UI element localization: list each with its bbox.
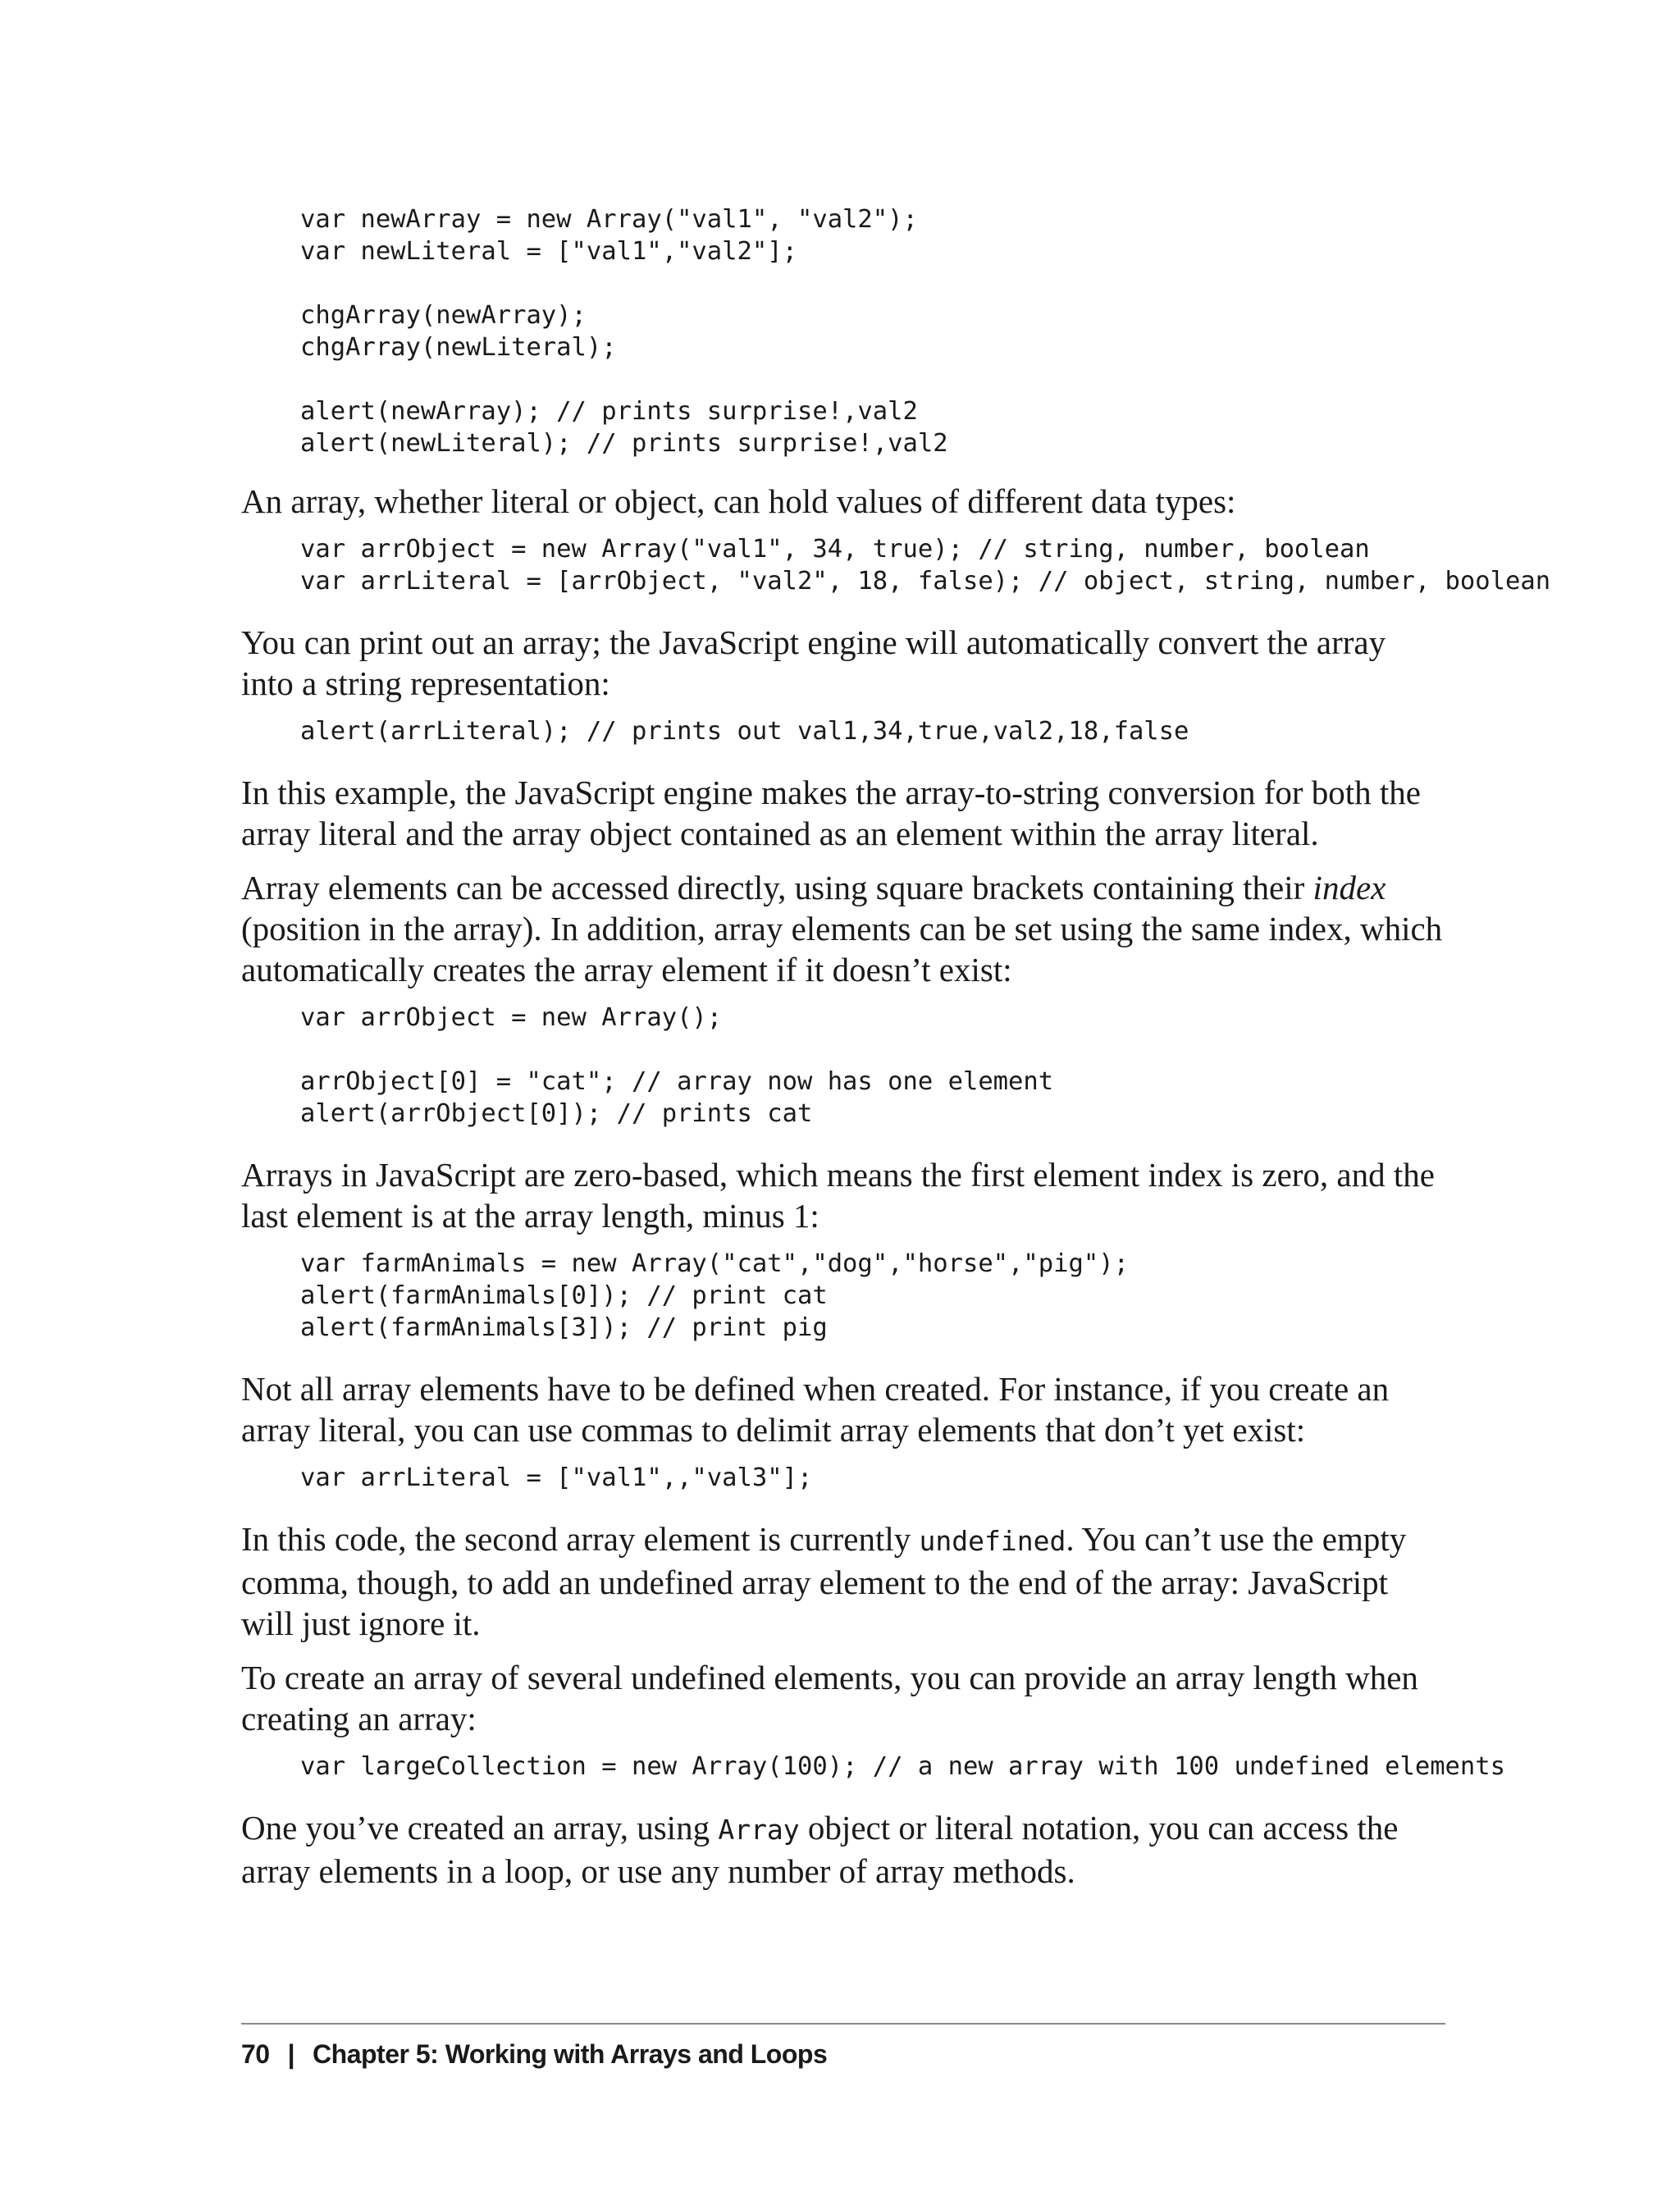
paragraph-element-access-text-end: (position in the array). In addition, array elements can be set using the same index, which automatically creates the array element if it doesn’t exist: — [241, 910, 1443, 988]
page-footer — [241, 2023, 1445, 2070]
code-block-mixed-types: var arrObject = new Array("val1", 34, true); // string, number, boolean var arrLiteral = [arrObject, "val2", 18, false); // object, string, number, boolean — [300, 535, 1551, 596]
page-number: 70 — [241, 2039, 270, 2069]
paragraph-print-array: You can print out an array; the JavaScript engine will automatically convert the array into a string representation: — [241, 623, 1386, 702]
paragraph-zero-based: Arrays in JavaScript are zero-based, which means the first element index is zero, and the last element is at the array length, minus 1: — [241, 1156, 1435, 1235]
code-block-chgarray-calls: var newArray = new Array("val1", "val2"); var newLiteral = ["val1","val2"]; chgArray(newArray); chgArray(newLiteral); alert(newArray); // prints surprise!,val2 alert(newLiteral); // prints surprise!,val2 — [300, 205, 948, 458]
paragraph-element-access — [241, 867, 1445, 990]
paragraph-empty-comma — [241, 1518, 1445, 1644]
paragraph-empty-comma-text-end: . You can’t use the empty comma, though, to add an undefined array element to the end of the array: JavaScript will just ignore it. — [241, 1520, 1407, 1642]
paragraph-undefined-elements: Not all array elements have to be defined when created. For instance, if you create an array literal, you can use commas to delimit array elements that don’t yet exist: — [241, 1370, 1390, 1449]
code-block-alert-literal: alert(arrLiteral); // prints out val1,34,true,val2,18,false — [300, 717, 1189, 746]
paragraph-array-length: To create an array of several undefined elements, you can provide an array length when creating an array: — [241, 1659, 1418, 1737]
footer-separator: | — [287, 2039, 295, 2069]
paragraph-array-methods-text: One you’ve created an array, using — [241, 1809, 719, 1847]
paragraph-array-methods-text-end: object or literal notation, you can access the array elements in a loop, or use any number of array methods. — [241, 1809, 1399, 1890]
code-block-sparse-literal: var arrLiteral = ["val1",,"val3"]; — [300, 1463, 813, 1492]
code-block-farm-animals: var farmAnimals = new Array("cat","dog","horse","pig"); alert(farmAnimals[0]); // print cat alert(farmAnimals[3]); // print pig — [300, 1249, 1129, 1342]
paragraph-element-access-text: Array elements can be accessed directly, using square brackets containing their — [241, 869, 1313, 906]
inline-code-array: Array — [718, 1814, 800, 1846]
paragraph-array-methods — [241, 1807, 1445, 1892]
code-block-large-collection: var largeCollection = new Array(100); // a new array with 100 undefined elements — [300, 1752, 1506, 1781]
page-body — [241, 203, 1551, 1892]
paragraph-conversion: In this example, the JavaScript engine makes the array-to-string conversion for both the array literal and the array object contained as an element within the array literal. — [241, 774, 1421, 852]
inline-code-undefined: undefined — [919, 1525, 1066, 1557]
code-block-set-element: var arrObject = new Array(); arrObject[0] = "cat"; // array now has one element alert(arrObject[0]); // prints cat — [300, 1003, 1054, 1128]
paragraph-mixed-types: An array, whether literal or object, can hold values of different data types: — [241, 482, 1236, 520]
chapter-title: Chapter 5: Working with Arrays and Loops — [313, 2039, 828, 2069]
index-term: index — [1312, 869, 1386, 906]
paragraph-empty-comma-text: In this code, the second array element is currently — [241, 1520, 920, 1558]
